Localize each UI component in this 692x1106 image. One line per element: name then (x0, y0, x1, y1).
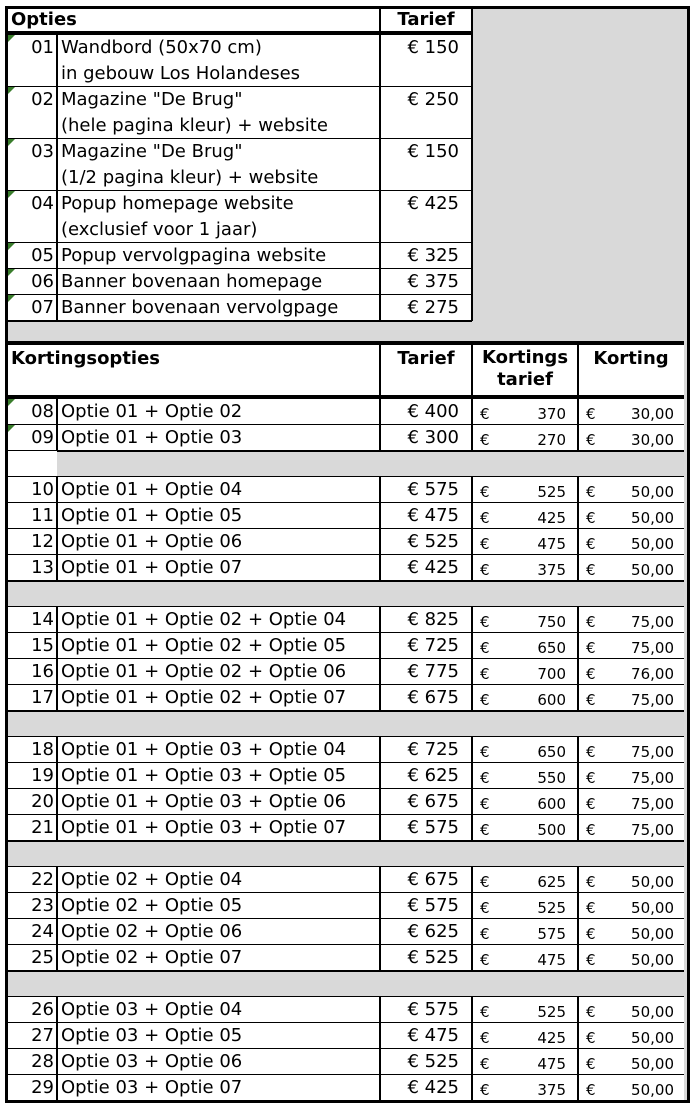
korting-value (578, 789, 684, 815)
korting-amount: 50,00 (631, 899, 674, 917)
euro-symbol: € (480, 535, 490, 553)
euro-symbol: € (586, 925, 596, 943)
discount-tarief: € 575 (380, 815, 472, 841)
korting-amount: 50,00 (631, 951, 674, 969)
discount-description: Optie 02 + Optie 04 (57, 867, 380, 893)
grid-line (8, 710, 684, 712)
kortingstarief-amount: 375 (537, 1081, 566, 1099)
korting-value (578, 867, 684, 893)
grid-line (8, 320, 472, 322)
option-description (57, 191, 380, 243)
discount-option-number: 19 (8, 763, 57, 789)
discount-option-number: 10 (8, 477, 57, 503)
grid-line (471, 345, 473, 395)
option-description-line1: Magazine "De Brug" (61, 141, 243, 162)
kortingstarief-amount: 525 (537, 1003, 566, 1021)
option-number: 01 (8, 35, 57, 87)
kortingstarief-value (472, 919, 578, 945)
discount-description: Optie 01 + Optie 03 + Optie 07 (57, 815, 380, 841)
kortingstarief-value (472, 815, 578, 841)
korting-value (578, 815, 684, 841)
kortingstarief-value (472, 633, 578, 659)
kortingstarief-value (472, 737, 578, 763)
option-description-line2: in gebouw Los Holandeses (61, 63, 301, 84)
discount-description: Optie 01 + Optie 06 (57, 529, 380, 555)
discount-option-number: 13 (8, 555, 57, 581)
grid-line (379, 607, 381, 711)
grid-line (577, 399, 579, 451)
kortingstarief-amount: 550 (537, 769, 566, 787)
kortingstarief-amount: 700 (537, 665, 566, 683)
discount-header-tarief: Tarief (380, 345, 472, 395)
discount-option-number: 20 (8, 789, 57, 815)
korting-amount: 50,00 (631, 1081, 674, 1099)
discount-tarief: € 625 (380, 763, 472, 789)
option-description (57, 139, 380, 191)
grid-line (471, 737, 473, 841)
grid-line (471, 399, 473, 451)
kortingstarief-amount: 475 (537, 951, 566, 969)
option-description (57, 35, 380, 87)
discount-option-number: 21 (8, 815, 57, 841)
discount-tarief: € 775 (380, 659, 472, 685)
grid-line (577, 867, 579, 971)
korting-amount: 50,00 (631, 1029, 674, 1047)
euro-symbol: € (480, 1081, 490, 1099)
comment-marker-icon[interactable] (8, 35, 15, 42)
option-number: 05 (8, 243, 57, 269)
euro-symbol: € (586, 535, 596, 553)
euro-symbol: € (480, 561, 490, 579)
kortingstarief-amount: 525 (537, 483, 566, 501)
discount-option-number: 28 (8, 1049, 57, 1075)
euro-symbol: € (480, 613, 490, 631)
korting-value (578, 607, 684, 633)
discount-description: Optie 01 + Optie 02 + Optie 07 (57, 685, 380, 711)
discount-description: Optie 01 + Optie 07 (57, 555, 380, 581)
kortingstarief-amount: 750 (537, 613, 566, 631)
comment-marker-icon[interactable] (8, 269, 15, 276)
korting-value (578, 945, 684, 971)
discount-description: Optie 01 + Optie 03 + Optie 04 (57, 737, 380, 763)
kortingstarief-value (472, 399, 578, 425)
kortingstarief-value (472, 1049, 578, 1075)
discount-description: Optie 01 + Optie 05 (57, 503, 380, 529)
discount-option-number: 15 (8, 633, 57, 659)
kortingstarief-value (472, 477, 578, 503)
euro-symbol: € (480, 821, 490, 839)
euro-symbol: € (480, 431, 490, 449)
option-tarief: € 250 (380, 87, 472, 139)
discount-tarief: € 675 (380, 789, 472, 815)
discount-tarief: € 575 (380, 893, 472, 919)
korting-value (578, 425, 684, 451)
korting-amount: 75,00 (631, 821, 674, 839)
blank-number-cell (8, 451, 57, 477)
korting-value (578, 893, 684, 919)
euro-symbol: € (480, 1029, 490, 1047)
comment-marker-icon[interactable] (8, 87, 15, 94)
comment-marker-icon[interactable] (8, 139, 15, 146)
grid-line (8, 1100, 684, 1102)
korting-value (578, 1075, 684, 1101)
korting-value (578, 763, 684, 789)
kortingstarief-amount: 270 (537, 431, 566, 449)
kortingstarief-amount: 575 (537, 925, 566, 943)
discount-tarief: € 525 (380, 945, 472, 971)
euro-symbol: € (480, 691, 490, 709)
discount-description: Optie 01 + Optie 02 + Optie 04 (57, 607, 380, 633)
grid-line (379, 737, 381, 841)
comment-marker-icon[interactable] (8, 295, 15, 302)
euro-symbol: € (480, 743, 490, 761)
discount-description: Optie 01 + Optie 02 (57, 399, 380, 425)
korting-amount: 75,00 (631, 769, 674, 787)
euro-symbol: € (586, 561, 596, 579)
discount-tarief: € 725 (380, 737, 472, 763)
kortingstarief-value (472, 789, 578, 815)
discount-description: Optie 02 + Optie 05 (57, 893, 380, 919)
option-tarief: € 275 (380, 295, 472, 321)
kortingstarief-amount: 525 (537, 899, 566, 917)
discount-tarief: € 425 (380, 555, 472, 581)
discount-tarief: € 675 (380, 685, 472, 711)
grid-line (379, 477, 381, 581)
korting-amount: 30,00 (631, 405, 674, 423)
kortingstarief-value (472, 659, 578, 685)
grid-line (56, 477, 58, 581)
korting-value (578, 633, 684, 659)
discount-option-number: 16 (8, 659, 57, 685)
comment-marker-icon[interactable] (8, 191, 15, 198)
comment-marker-icon[interactable] (8, 243, 15, 250)
korting-value (578, 737, 684, 763)
korting-amount: 50,00 (631, 925, 674, 943)
korting-value (578, 919, 684, 945)
korting-amount: 50,00 (631, 561, 674, 579)
korting-value (578, 1023, 684, 1049)
discount-tarief: € 575 (380, 997, 472, 1023)
option-number: 04 (8, 191, 57, 243)
kortingstarief-amount: 475 (537, 1055, 566, 1073)
euro-symbol: € (480, 769, 490, 787)
kortingstarief-amount: 600 (537, 691, 566, 709)
discount-option-number: 27 (8, 1023, 57, 1049)
discount-option-number: 24 (8, 919, 57, 945)
option-description (57, 87, 380, 139)
discount-description: Optie 03 + Optie 07 (57, 1075, 380, 1101)
kortingstarief-amount: 650 (537, 743, 566, 761)
discount-tarief: € 525 (380, 529, 472, 555)
euro-symbol: € (480, 899, 490, 917)
kortingstarief-amount: 375 (537, 561, 566, 579)
kortingstarief-value (472, 997, 578, 1023)
discount-option-number: 17 (8, 685, 57, 711)
korting-amount: 50,00 (631, 535, 674, 553)
kortingstarief-value (472, 893, 578, 919)
option-description-line1: Magazine "De Brug" (61, 89, 243, 110)
option-description (57, 243, 380, 269)
discount-tarief: € 825 (380, 607, 472, 633)
euro-symbol: € (586, 405, 596, 423)
discount-tarief: € 400 (380, 399, 472, 425)
korting-amount: 75,00 (631, 691, 674, 709)
korting-amount: 76,00 (631, 665, 674, 683)
korting-amount: 75,00 (631, 743, 674, 761)
kortingstarief-value (472, 425, 578, 451)
korting-amount: 50,00 (631, 483, 674, 501)
grid-line (56, 607, 58, 711)
euro-symbol: € (480, 483, 490, 501)
option-tarief: € 150 (380, 35, 472, 87)
discount-tarief: € 425 (380, 1075, 472, 1101)
korting-value (578, 555, 684, 581)
option-description-line1: Wandbord (50x70 cm) (61, 37, 262, 58)
option-description-line2: (exclusief voor 1 jaar) (61, 219, 258, 240)
discount-tarief: € 675 (380, 867, 472, 893)
kortingstarief-amount: 625 (537, 873, 566, 891)
discount-option-number: 12 (8, 529, 57, 555)
grid-line (471, 867, 473, 971)
euro-symbol: € (586, 769, 596, 787)
kortingstarief-value (472, 1075, 578, 1101)
kortingstarief-amount: 425 (537, 509, 566, 527)
discount-description: Optie 02 + Optie 07 (57, 945, 380, 971)
kortingstarief-amount: 650 (537, 639, 566, 657)
grid-line (471, 997, 473, 1101)
discount-description: Optie 03 + Optie 05 (57, 1023, 380, 1049)
euro-symbol: € (586, 613, 596, 631)
kortingstarief-value (472, 945, 578, 971)
discount-tarief: € 525 (380, 1049, 472, 1075)
grid-line (471, 477, 473, 581)
discount-tarief: € 475 (380, 503, 472, 529)
option-description-line1: Banner bovenaan homepage (61, 271, 323, 292)
discount-option-number: 14 (8, 607, 57, 633)
grid-line (379, 9, 381, 321)
discount-description: Optie 03 + Optie 04 (57, 997, 380, 1023)
pricing-sheet (5, 6, 690, 1103)
kortingstarief-value (472, 867, 578, 893)
euro-symbol: € (586, 691, 596, 709)
discount-header-korting: Korting (578, 345, 684, 395)
discount-header-kortingstarief (472, 345, 578, 395)
euro-symbol: € (586, 1029, 596, 1047)
discount-tarief: € 300 (380, 425, 472, 451)
discount-option-number: 23 (8, 893, 57, 919)
euro-symbol: € (586, 899, 596, 917)
grid-line (8, 450, 684, 452)
korting-value (578, 477, 684, 503)
option-description-line1: Popup vervolgpagina website (61, 245, 327, 266)
euro-symbol: € (586, 639, 596, 657)
grid-line (56, 737, 58, 841)
euro-symbol: € (586, 665, 596, 683)
euro-symbol: € (586, 509, 596, 527)
discount-option-number: 09 (8, 425, 57, 451)
euro-symbol: € (480, 795, 490, 813)
option-number: 02 (8, 87, 57, 139)
grid-line (379, 399, 381, 451)
euro-symbol: € (586, 743, 596, 761)
korting-amount: 75,00 (631, 613, 674, 631)
option-tarief: € 375 (380, 269, 472, 295)
korting-value (578, 685, 684, 711)
euro-symbol: € (586, 873, 596, 891)
grid-line (8, 970, 684, 972)
options-header-label: Opties (8, 9, 380, 31)
euro-symbol: € (480, 639, 490, 657)
option-number: 03 (8, 139, 57, 191)
korting-amount: 50,00 (631, 1055, 674, 1073)
euro-symbol: € (586, 821, 596, 839)
grid-line (56, 867, 58, 971)
korting-amount: 50,00 (631, 1003, 674, 1021)
euro-symbol: € (480, 405, 490, 423)
discount-tarief: € 575 (380, 477, 472, 503)
discount-tarief: € 625 (380, 919, 472, 945)
kortingstarief-value (472, 685, 578, 711)
grid-line (471, 607, 473, 711)
korting-value (578, 529, 684, 555)
discount-option-number: 26 (8, 997, 57, 1023)
korting-value (578, 997, 684, 1023)
option-number: 06 (8, 269, 57, 295)
kortingstarief-line1: Kortings (481, 347, 569, 368)
discount-description: Optie 01 + Optie 03 + Optie 05 (57, 763, 380, 789)
discount-option-number: 22 (8, 867, 57, 893)
grid-line (577, 607, 579, 711)
grid-line (8, 580, 684, 582)
korting-value (578, 503, 684, 529)
euro-symbol: € (480, 925, 490, 943)
korting-value (578, 1049, 684, 1075)
option-tarief: € 325 (380, 243, 472, 269)
korting-amount: 50,00 (631, 509, 674, 527)
discount-description: Optie 01 + Optie 02 + Optie 05 (57, 633, 380, 659)
kortingstarief-value (472, 607, 578, 633)
euro-symbol: € (586, 483, 596, 501)
discount-header-label: Kortingsopties (8, 345, 380, 395)
korting-amount: 75,00 (631, 639, 674, 657)
discount-description: Optie 01 + Optie 03 + Optie 06 (57, 789, 380, 815)
discount-description: Optie 03 + Optie 06 (57, 1049, 380, 1075)
korting-amount: 75,00 (631, 795, 674, 813)
kortingstarief-value (472, 529, 578, 555)
option-description (57, 295, 380, 321)
grid-line (56, 997, 58, 1101)
option-description-line1: Banner bovenaan vervolgpage (61, 297, 339, 318)
discount-description: Optie 01 + Optie 02 + Optie 06 (57, 659, 380, 685)
grid-line (379, 867, 381, 971)
kortingstarief-amount: 370 (537, 405, 566, 423)
options-header-tarief: Tarief (380, 9, 472, 31)
euro-symbol: € (586, 1003, 596, 1021)
option-description-line2: (hele pagina kleur) + website (61, 115, 328, 136)
discount-tarief: € 475 (380, 1023, 472, 1049)
korting-value (578, 659, 684, 685)
euro-symbol: € (480, 509, 490, 527)
comment-marker-icon[interactable] (8, 425, 15, 432)
discount-option-number: 29 (8, 1075, 57, 1101)
korting-value (578, 399, 684, 425)
korting-amount: 30,00 (631, 431, 674, 449)
discount-option-number: 11 (8, 503, 57, 529)
comment-marker-icon[interactable] (8, 399, 15, 406)
kortingstarief-amount: 600 (537, 795, 566, 813)
euro-symbol: € (586, 1081, 596, 1099)
grid-line (56, 35, 58, 321)
euro-symbol: € (586, 795, 596, 813)
euro-symbol: € (586, 951, 596, 969)
kortingstarief-value (472, 763, 578, 789)
grid-line (471, 9, 473, 321)
option-description-line1: Popup homepage website (61, 193, 294, 214)
grid-line (379, 345, 381, 395)
kortingstarief-value (472, 503, 578, 529)
grid-line (577, 477, 579, 581)
kortingstarief-value (472, 555, 578, 581)
discount-option-number: 08 (8, 399, 57, 425)
option-number: 07 (8, 295, 57, 321)
discount-description: Optie 01 + Optie 03 (57, 425, 380, 451)
grid-line (577, 345, 579, 395)
kortingstarief-amount: 500 (537, 821, 566, 839)
option-tarief: € 150 (380, 139, 472, 191)
discount-option-number: 25 (8, 945, 57, 971)
kortingstarief-amount: 475 (537, 535, 566, 553)
discount-tarief: € 725 (380, 633, 472, 659)
discount-description: Optie 01 + Optie 04 (57, 477, 380, 503)
euro-symbol: € (480, 951, 490, 969)
option-tarief: € 425 (380, 191, 472, 243)
grid-line (8, 840, 684, 842)
kortingstarief-amount: 425 (537, 1029, 566, 1047)
option-description-line2: (1/2 pagina kleur) + website (61, 167, 319, 188)
euro-symbol: € (480, 1055, 490, 1073)
option-description (57, 269, 380, 295)
korting-amount: 50,00 (631, 873, 674, 891)
discount-description: Optie 02 + Optie 06 (57, 919, 380, 945)
euro-symbol: € (480, 1003, 490, 1021)
grid-line (379, 997, 381, 1101)
euro-symbol: € (480, 873, 490, 891)
euro-symbol: € (480, 665, 490, 683)
kortingstarief-value (472, 1023, 578, 1049)
grid-line (577, 737, 579, 841)
kortingstarief-line2: tarief (497, 369, 553, 390)
euro-symbol: € (586, 431, 596, 449)
euro-symbol: € (586, 1055, 596, 1073)
discount-option-number: 18 (8, 737, 57, 763)
grid-line (56, 399, 58, 451)
grid-line (577, 997, 579, 1101)
